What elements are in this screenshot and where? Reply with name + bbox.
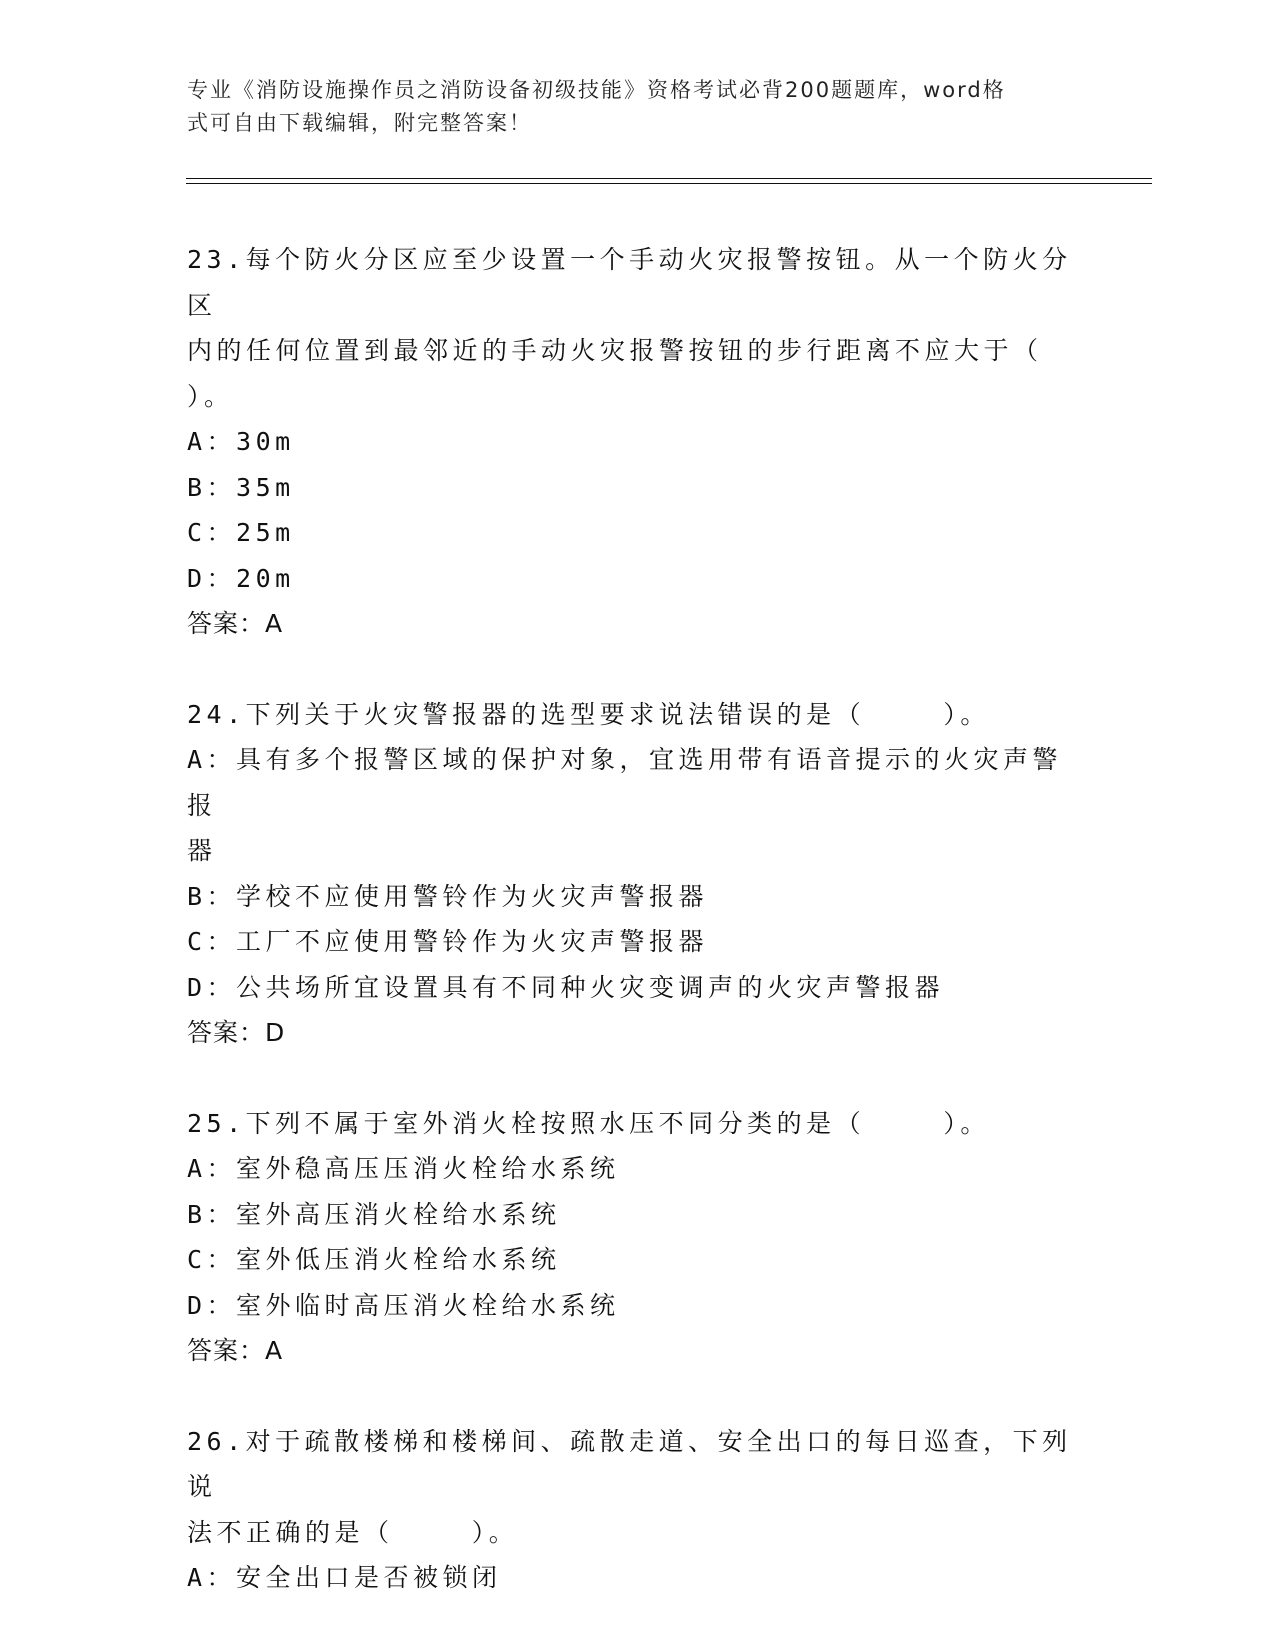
question-stem-line: 内的任何位置到最邻近的手动火灾报警按钮的步行距离不应大于（ <box>187 336 1043 365</box>
option-a: A：安全出口是否被锁闭 <box>187 1563 502 1592</box>
option-a-continued: 器 <box>187 836 217 865</box>
question-stem-line: 24.下列关于火灾警报器的选型要求说法错误的是（ ）。 <box>187 699 990 729</box>
question-stem-line: 25.下列不属于室外消火栓按照水压不同分类的是（ ）。 <box>187 1108 990 1138</box>
document-header <box>187 74 1067 140</box>
header-line-1: 专业《消防设施操作员之消防设备初级技能》资格考试必背200题题库，word格 <box>187 78 1006 102</box>
option-d: D：20m <box>187 563 295 593</box>
question-26 <box>187 1419 1087 1601</box>
question-stem-line: 26.对于疏散楼梯和楼梯间、疏散走道、安全出口的每日巡查，下列说 <box>187 1426 1072 1501</box>
option-b: B：室外高压消火栓给水系统 <box>187 1199 561 1229</box>
option-b: B：学校不应使用警铃作为火灾声警报器 <box>187 881 709 911</box>
question-stem-line: 23.每个防火分区应至少设置一个手动火灾报警按钮。从一个防火分区 <box>187 245 1072 320</box>
question-stem-line: 法不正确的是（ ）。 <box>187 1517 519 1547</box>
question-list <box>187 237 1087 1646</box>
answer-line: 答案：D <box>187 1018 286 1047</box>
option-d: D：室外临时高压消火栓给水系统 <box>187 1290 620 1320</box>
header-divider-top <box>186 178 1152 179</box>
question-23 <box>187 237 1087 647</box>
option-d: D：公共场所宜设置具有不同种火灾变调声的火灾声警报器 <box>187 972 945 1002</box>
answer-line: 答案：A <box>187 609 284 638</box>
question-25 <box>187 1101 1087 1374</box>
option-c: C：室外低压消火栓给水系统 <box>187 1245 561 1274</box>
option-a: A：室外稳高压压消火栓给水系统 <box>187 1154 620 1183</box>
option-a: A：30m <box>187 427 295 456</box>
option-b: B：35m <box>187 472 295 502</box>
option-c: C：工厂不应使用警铃作为火灾声警报器 <box>187 927 709 956</box>
header-line-2: 式可自由下载编辑，附完整答案！ <box>187 111 532 135</box>
question-24 <box>187 692 1087 1056</box>
option-c: C：25m <box>187 518 295 547</box>
answer-line: 答案：A <box>187 1336 284 1365</box>
question-stem-line: ）。 <box>187 381 234 411</box>
option-a: A：具有多个报警区域的保护对象，宜选用带有语音提示的火灾声警报 <box>187 745 1063 820</box>
header-divider-bottom <box>186 183 1152 184</box>
